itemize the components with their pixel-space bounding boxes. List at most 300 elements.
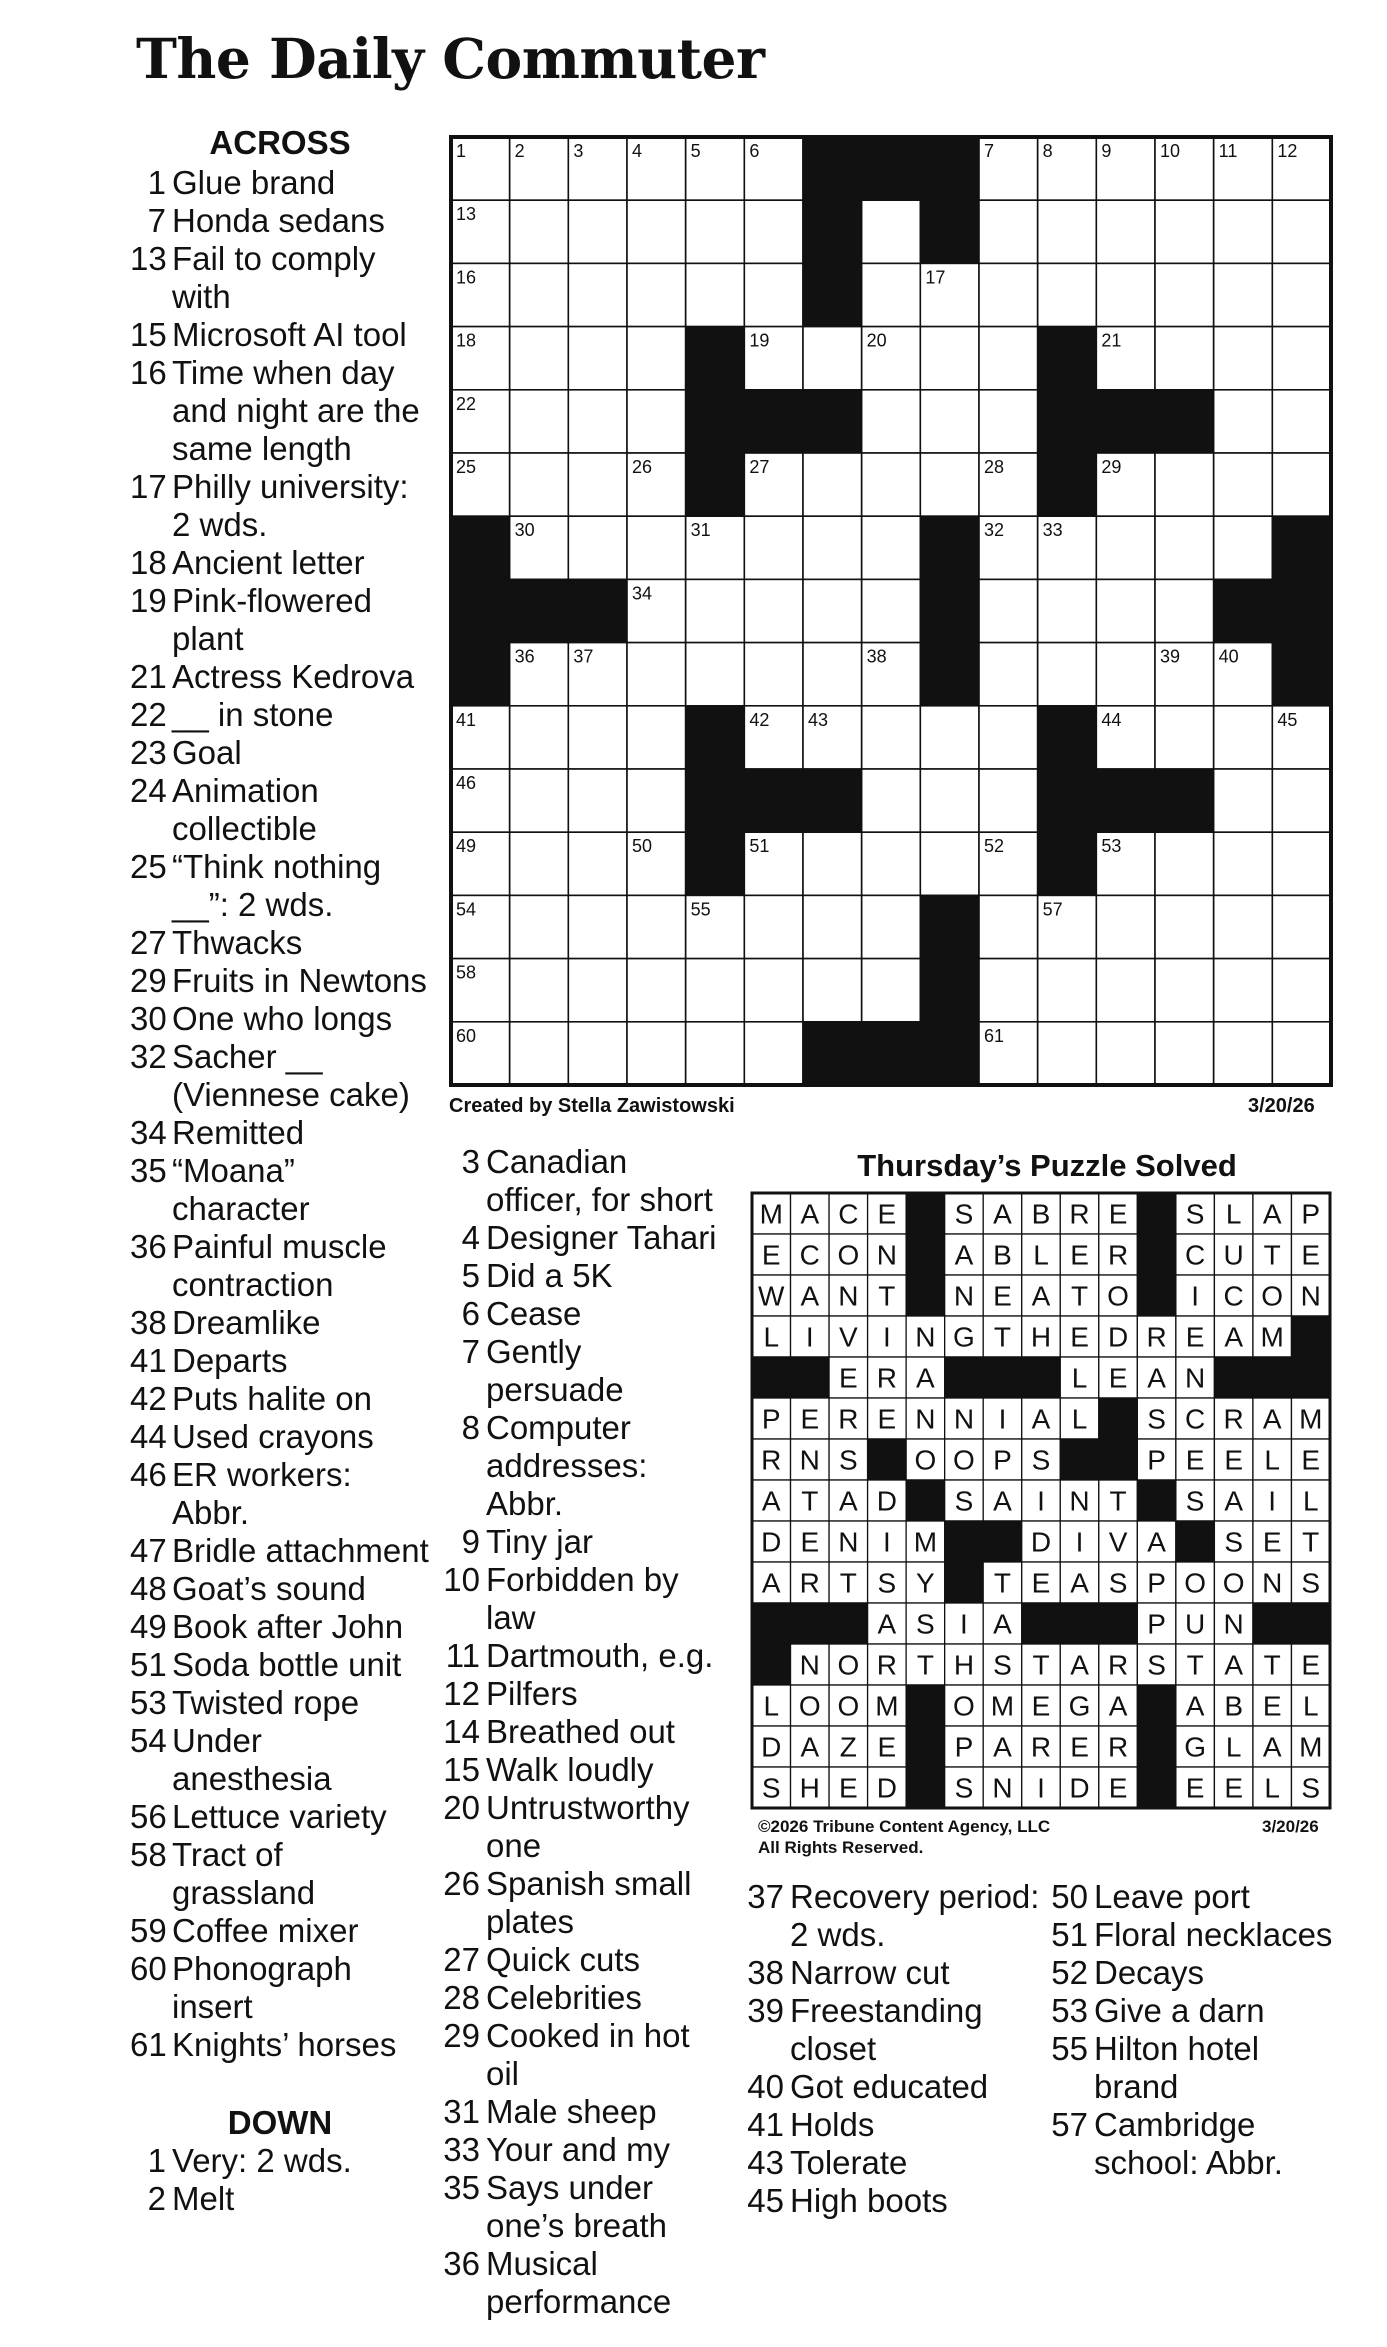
solution-letter: E (1031, 1690, 1051, 1722)
grid-cell[interactable] (1214, 1022, 1273, 1085)
grid-cell[interactable] (510, 327, 569, 390)
solution-letter: C (1223, 1280, 1244, 1312)
clue-text: Used crayons (172, 1418, 374, 1455)
grid-cell[interactable] (1214, 200, 1273, 263)
grid-cell[interactable] (1038, 200, 1097, 263)
grid-cell[interactable] (979, 200, 1038, 263)
grid-cell[interactable] (1155, 263, 1214, 326)
grid-cell[interactable] (920, 327, 979, 390)
clue-number: 15 (443, 1751, 480, 1788)
grid-block (1038, 769, 1097, 832)
grid-cell[interactable] (1096, 579, 1155, 642)
grid-cell[interactable] (1214, 516, 1273, 579)
clue-number: 41 (747, 2106, 784, 2143)
solution-letter: T (1186, 1649, 1204, 1681)
clue-down-col2-36 (438, 2245, 723, 2321)
clue-across-25 (130, 848, 430, 924)
grid-cell[interactable] (862, 959, 921, 1022)
grid-cell[interactable] (1214, 263, 1273, 326)
grid-cell[interactable] (920, 453, 979, 516)
clue-text: Soda bottle unit (172, 1646, 402, 1683)
clue-text: Puts halite on (172, 1380, 372, 1417)
solution-letter: N (1223, 1608, 1244, 1640)
grid-cell[interactable] (1038, 263, 1097, 326)
solution-letter: T (993, 1321, 1012, 1353)
clue-down-col2-26 (438, 1865, 723, 1941)
solution-letter: A (916, 1362, 935, 1394)
clue-number: 45 (747, 2182, 784, 2219)
clue-text: Narrow cut (790, 1954, 950, 1991)
solution-letter: A (993, 1485, 1012, 1517)
grid-cell[interactable] (1272, 1022, 1331, 1085)
grid-cell[interactable] (1272, 895, 1331, 958)
grid-cell[interactable] (1155, 579, 1214, 642)
grid-cell[interactable] (1214, 453, 1273, 516)
clue-across-30 (130, 1000, 430, 1038)
grid-cell[interactable] (744, 959, 803, 1022)
clue-down-col3-41 (742, 2106, 1047, 2144)
grid-cell[interactable] (686, 200, 745, 263)
clue-text: Decays (1094, 1954, 1205, 1991)
clue-text: Did a 5K (486, 1257, 613, 1294)
solution-letter: T (878, 1280, 896, 1312)
clue-number: 5 (461, 1257, 480, 1294)
clue-number: 35 (443, 2169, 480, 2206)
clue-number: 7 (461, 1333, 480, 1370)
clue-number: 24 (130, 772, 167, 809)
grid-cell[interactable] (568, 200, 627, 263)
grid-cell[interactable] (1096, 643, 1155, 706)
grid-cell[interactable] (862, 895, 921, 958)
grid-cell[interactable] (1096, 200, 1155, 263)
solution-letter: S (954, 1198, 974, 1230)
grid-cell[interactable] (1096, 263, 1155, 326)
grid-cell[interactable] (862, 769, 921, 832)
grid-cell[interactable] (1038, 959, 1097, 1022)
clue-text: Microsoft AI tool (172, 316, 407, 353)
grid-cell[interactable] (979, 706, 1038, 769)
grid-cell[interactable] (1096, 959, 1155, 1022)
grid-cell[interactable] (1155, 453, 1214, 516)
grid-cell[interactable] (979, 769, 1038, 832)
grid-cell[interactable] (1155, 1022, 1214, 1085)
grid-cell[interactable] (862, 516, 921, 579)
solution-letter: L (763, 1690, 780, 1722)
solution-letter: O (953, 1690, 975, 1722)
cell-number: 9 (1101, 141, 1112, 161)
grid-cell[interactable] (1155, 959, 1214, 1022)
grid-cell[interactable] (510, 769, 569, 832)
grid-cell[interactable] (862, 832, 921, 895)
grid-cell[interactable] (920, 832, 979, 895)
grid-block (1272, 643, 1331, 706)
cell-number: 18 (456, 330, 477, 351)
grid-cell[interactable] (627, 769, 686, 832)
grid-cell[interactable] (1214, 959, 1273, 1022)
grid-cell[interactable] (627, 643, 686, 706)
grid-block (920, 1022, 979, 1085)
solution-letter: E (800, 1526, 820, 1558)
grid-cell[interactable] (920, 390, 979, 453)
grid-cell[interactable] (862, 390, 921, 453)
grid-cell[interactable] (568, 706, 627, 769)
solution-block (791, 1357, 830, 1398)
grid-cell[interactable] (686, 643, 745, 706)
solution-letter: I (1191, 1280, 1200, 1312)
grid-cell[interactable] (510, 390, 569, 453)
grid-block (686, 706, 745, 769)
solution-letter: I (1037, 1485, 1045, 1517)
grid-cell[interactable] (627, 1022, 686, 1085)
grid-cell[interactable] (568, 769, 627, 832)
solution-letter: E (1185, 1321, 1205, 1353)
grid-cell[interactable] (1272, 327, 1331, 390)
solution-letter: E (1301, 1239, 1321, 1271)
grid-cell[interactable] (686, 959, 745, 1022)
clue-text: Leave port (1094, 1878, 1250, 1915)
clue-across-44 (130, 1418, 430, 1456)
puzzle-date: 3/20/26 (1248, 1095, 1315, 1117)
cell-number: 38 (866, 646, 887, 667)
clue-text: Goat’s sound (172, 1570, 366, 1607)
solution-block (1253, 1357, 1292, 1398)
grid-cell[interactable] (686, 263, 745, 326)
cell-number: 39 (1160, 646, 1181, 667)
grid-cell[interactable] (568, 390, 627, 453)
clue-text: Untrustworthy one (486, 1789, 690, 1864)
grid-cell[interactable] (744, 516, 803, 579)
solution-block (1176, 1521, 1215, 1562)
grid-cell[interactable] (627, 895, 686, 958)
grid-cell[interactable] (803, 579, 862, 642)
clue-across-23 (130, 734, 430, 772)
clue-text: Forbidden by law (486, 1561, 679, 1636)
grid-cell[interactable] (1272, 959, 1331, 1022)
solution-letter: A (1070, 1567, 1089, 1599)
grid-cell[interactable] (1038, 643, 1097, 706)
grid-cell[interactable] (510, 263, 569, 326)
grid-cell[interactable] (744, 643, 803, 706)
cell-number: 19 (749, 330, 770, 351)
grid-cell[interactable] (1272, 390, 1331, 453)
solution-letter: P (1301, 1198, 1321, 1230)
grid-cell[interactable] (1155, 895, 1214, 958)
grid-cell[interactable] (686, 579, 745, 642)
solution-letter: U (1185, 1608, 1206, 1640)
clue-across-60 (130, 1950, 430, 2026)
solution-block (945, 1521, 984, 1562)
grid-cell[interactable] (568, 959, 627, 1022)
grid-cell[interactable] (1038, 579, 1097, 642)
grid-cell[interactable] (979, 327, 1038, 390)
clue-number: 28 (443, 1979, 480, 2016)
clue-number: 7 (147, 202, 166, 239)
grid-cell[interactable] (627, 327, 686, 390)
cell-number: 32 (984, 520, 1005, 541)
grid-cell[interactable] (803, 959, 862, 1022)
solution-block (945, 1357, 984, 1398)
clue-text: Honda sedans (172, 202, 385, 239)
cell-number: 43 (808, 709, 829, 730)
cell-number: 16 (456, 267, 477, 288)
grid-cell[interactable] (1155, 200, 1214, 263)
grid-cell[interactable] (568, 263, 627, 326)
solution-block (1137, 1767, 1176, 1808)
grid-cell[interactable] (568, 516, 627, 579)
solution-letter: T (1302, 1526, 1320, 1558)
grid-cell[interactable] (1096, 1022, 1155, 1085)
grid-cell[interactable] (627, 390, 686, 453)
grid-cell[interactable] (568, 1022, 627, 1085)
solution-block (983, 1357, 1022, 1398)
clue-down-col2-15 (438, 1751, 723, 1789)
cell-number: 28 (984, 457, 1005, 477)
solution-letter: A (993, 1198, 1012, 1230)
clue-number: 58 (130, 1836, 167, 1873)
solution-letter: T (801, 1485, 819, 1517)
grid-cell[interactable] (803, 327, 862, 390)
grid-cell[interactable] (627, 959, 686, 1022)
solution-letter: G (1184, 1731, 1207, 1763)
solution-letter: D (876, 1485, 897, 1517)
grid-cell[interactable] (920, 706, 979, 769)
grid-cell[interactable] (627, 200, 686, 263)
grid-cell[interactable] (627, 706, 686, 769)
solution-letter: H (953, 1649, 975, 1681)
clue-down-col3-39 (742, 1992, 1047, 2068)
clue-across-58 (130, 1836, 430, 1912)
cell-number: 45 (1277, 709, 1298, 730)
grid-block (1214, 579, 1273, 642)
grid-cell[interactable] (568, 453, 627, 516)
solution-letter: I (1075, 1526, 1084, 1558)
grid-cell[interactable] (1155, 832, 1214, 895)
solution-letter: M (1260, 1321, 1284, 1353)
grid-cell[interactable] (568, 832, 627, 895)
cell-number: 5 (690, 141, 701, 161)
grid-cell[interactable] (862, 706, 921, 769)
grid-cell[interactable] (1272, 200, 1331, 263)
grid-cell[interactable] (862, 453, 921, 516)
grid-cell[interactable] (1155, 706, 1214, 769)
cell-number: 4 (632, 141, 643, 161)
solution-letter: O (837, 1239, 860, 1271)
clue-across-21 (130, 658, 430, 696)
clue-down-col2-33 (438, 2131, 723, 2169)
grid-block (568, 579, 627, 642)
solution-letter: I (805, 1321, 814, 1353)
clue-number: 49 (130, 1608, 167, 1645)
clue-number: 40 (747, 2068, 784, 2105)
clue-text: Philly university: 2 wds. (172, 468, 409, 543)
clue-number: 36 (443, 2245, 480, 2282)
grid-cell[interactable] (510, 200, 569, 263)
solution-letter: N (838, 1526, 859, 1558)
clue-text: Twisted rope (172, 1684, 360, 1721)
grid-cell[interactable] (510, 706, 569, 769)
clue-number: 43 (747, 2144, 784, 2181)
grid-cell[interactable] (979, 895, 1038, 958)
solution-letter: O (837, 1690, 860, 1722)
clue-text: Male sheep (486, 2093, 657, 2130)
grid-cell[interactable] (510, 1022, 569, 1085)
grid-cell[interactable] (510, 832, 569, 895)
clue-column-3 (742, 1878, 1047, 2220)
clue-text: Book after John (172, 1608, 404, 1645)
grid-cell[interactable] (1272, 769, 1331, 832)
clue-column-4 (1046, 1878, 1336, 2182)
grid-cell[interactable] (803, 453, 862, 516)
grid-cell[interactable] (510, 895, 569, 958)
grid-cell[interactable] (803, 832, 862, 895)
solution-block (906, 1193, 945, 1234)
cell-number: 22 (456, 393, 477, 414)
grid-cell[interactable] (920, 769, 979, 832)
grid-cell[interactable] (510, 453, 569, 516)
solution-letter: E (1224, 1444, 1244, 1476)
grid-cell[interactable] (979, 263, 1038, 326)
solution-letter: E (838, 1772, 858, 1804)
solution-block (752, 1644, 791, 1685)
clue-across-29 (130, 962, 430, 1000)
clue-number: 57 (1051, 2106, 1088, 2143)
solution-block (1099, 1603, 1138, 1644)
clue-down-col2-11 (438, 1637, 723, 1675)
clue-across-61 (130, 2026, 430, 2064)
solution-letter: R (1223, 1403, 1244, 1435)
solution-letter: P (1147, 1608, 1166, 1640)
solution-block (1060, 1439, 1099, 1480)
clue-text: Says under one’s breath (486, 2169, 668, 2244)
solution-block (906, 1685, 945, 1726)
grid-cell[interactable] (862, 263, 921, 326)
grid-cell[interactable] (568, 327, 627, 390)
cell-number: 51 (749, 836, 770, 857)
grid-cell[interactable] (627, 263, 686, 326)
grid-cell[interactable] (1272, 832, 1331, 895)
grid-cell[interactable] (1214, 895, 1273, 958)
cell-number: 15 (925, 204, 946, 225)
solution-letter: L (1264, 1772, 1280, 1804)
clue-number: 16 (130, 354, 167, 391)
cell-number: 55 (690, 899, 711, 920)
grid-cell[interactable] (1214, 706, 1273, 769)
clue-down-col4-53 (1046, 1992, 1336, 2030)
solution-letter: A (761, 1485, 781, 1517)
grid-cell[interactable] (1038, 1022, 1097, 1085)
clue-number: 48 (130, 1570, 167, 1607)
solution-letter: L (1302, 1690, 1319, 1722)
grid-cell[interactable] (1214, 390, 1273, 453)
solution-letter: S (1301, 1772, 1321, 1804)
clue-number: 29 (130, 962, 167, 999)
cell-number: 3 (573, 141, 584, 161)
grid-cell[interactable] (1096, 516, 1155, 579)
grid-cell[interactable] (1272, 453, 1331, 516)
solution-letter: N (876, 1239, 897, 1271)
grid-cell[interactable] (744, 263, 803, 326)
grid-cell[interactable] (744, 200, 803, 263)
grid-cell[interactable] (979, 959, 1038, 1022)
grid-cell[interactable] (1096, 895, 1155, 958)
solution-block (1253, 1603, 1292, 1644)
clue-text: Tolerate (790, 2144, 908, 2181)
grid-cell[interactable] (979, 390, 1038, 453)
clue-across-7 (130, 202, 430, 240)
solution-letter: N (838, 1280, 859, 1312)
clue-across-53 (130, 1684, 430, 1722)
cell-number: 36 (514, 646, 535, 667)
grid-cell[interactable] (803, 895, 862, 958)
solution-block (906, 1480, 945, 1521)
grid-cell[interactable] (744, 895, 803, 958)
grid-cell[interactable] (744, 579, 803, 642)
grid-cell[interactable] (627, 516, 686, 579)
grid-cell[interactable] (862, 579, 921, 642)
grid-cell[interactable] (744, 1022, 803, 1085)
grid-cell[interactable] (862, 200, 921, 263)
grid-cell[interactable] (1272, 263, 1331, 326)
grid-cell[interactable] (803, 643, 862, 706)
solution-letter: S (1147, 1403, 1166, 1435)
grid-cell[interactable] (1155, 516, 1214, 579)
clue-across-24 (130, 772, 430, 848)
clue-across-35 (130, 1152, 430, 1228)
solution-block (1022, 1603, 1061, 1644)
clue-text: __ in stone (172, 696, 334, 733)
grid-block (451, 516, 510, 579)
solution-letter: I (960, 1608, 968, 1640)
clue-number: 31 (443, 2093, 480, 2130)
grid-cell[interactable] (803, 516, 862, 579)
solution-letter: E (877, 1198, 897, 1230)
solution-letter: N (1262, 1567, 1283, 1599)
solution-letter: D (1069, 1772, 1090, 1804)
solution-letter: V (1108, 1526, 1128, 1558)
clue-text: Animation collectible (172, 772, 319, 847)
clue-text: Celebrities (486, 1979, 642, 2016)
grid-cell[interactable] (1214, 327, 1273, 390)
clue-number: 34 (130, 1114, 167, 1151)
solution-letter: L (1302, 1485, 1319, 1517)
clue-number: 32 (130, 1038, 167, 1075)
grid-block (686, 832, 745, 895)
solution-letter: R (1107, 1239, 1129, 1271)
solution-letter: H (799, 1772, 820, 1804)
clue-across-15 (130, 316, 430, 354)
grid-cell[interactable] (1155, 327, 1214, 390)
grid-cell[interactable] (1214, 769, 1273, 832)
solution-letter: H (1030, 1321, 1052, 1353)
grid-block (920, 137, 979, 200)
clue-text: Computer addresses: Abbr. (486, 1409, 648, 1522)
cell-number: 58 (456, 962, 477, 983)
cell-number: 41 (456, 709, 477, 730)
grid-cell[interactable] (686, 1022, 745, 1085)
grid-cell[interactable] (568, 895, 627, 958)
clue-number: 53 (130, 1684, 167, 1721)
grid-cell[interactable] (1214, 832, 1273, 895)
grid-cell[interactable] (979, 579, 1038, 642)
grid-cell[interactable] (979, 643, 1038, 706)
solution-letter: S (1147, 1649, 1166, 1681)
solution-letter: T (1263, 1649, 1281, 1681)
solution-letter: E (1301, 1444, 1321, 1476)
solution-letter: O (1261, 1280, 1284, 1312)
clue-text: Dreamlike (172, 1304, 321, 1341)
grid-cell[interactable] (510, 959, 569, 1022)
down-clue-list-4 (1046, 1878, 1336, 2182)
